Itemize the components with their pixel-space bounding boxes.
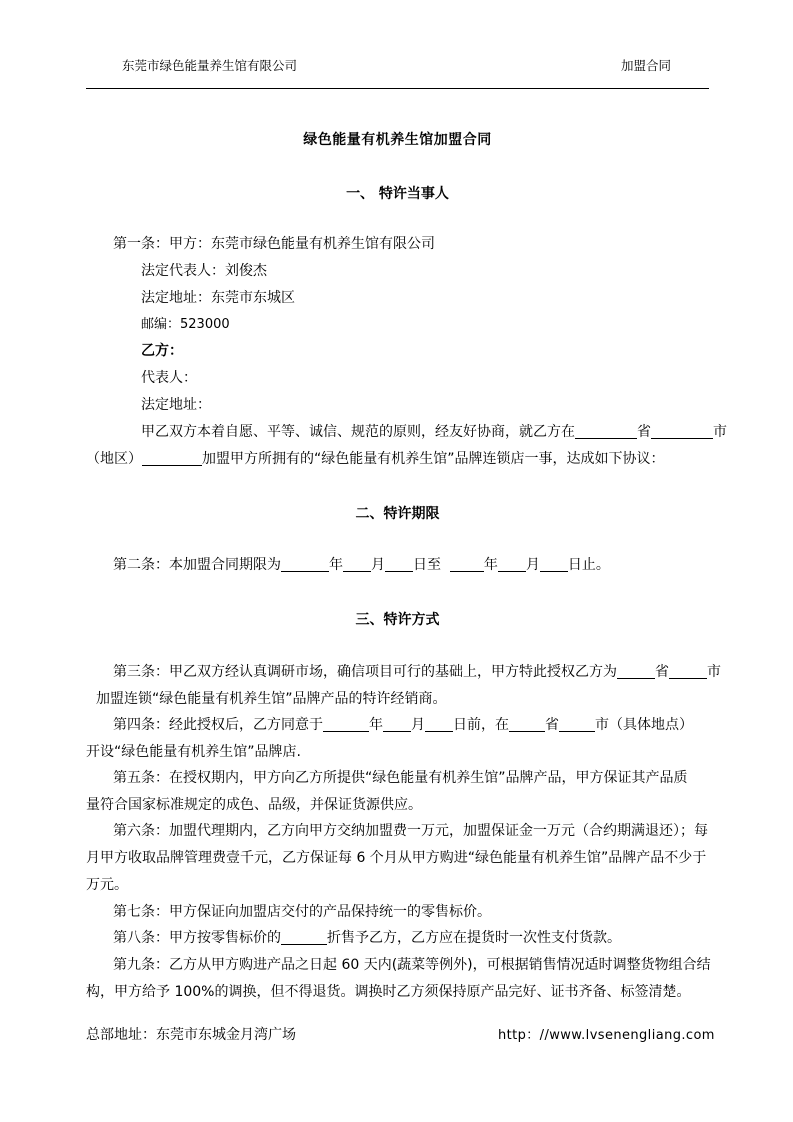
art8-text-a: 第八条：甲方按零售标价的 <box>113 930 281 946</box>
article-6-line-1: 第六条：加盟代理期内，乙方向甲方交纳加盟费一万元，加盟保证金一万元（合约期满退还）；每 <box>113 823 708 839</box>
footer-website-link[interactable]: http：//www.lvsenengliang.com <box>498 1028 715 1043</box>
start-year-blank[interactable] <box>281 557 329 572</box>
province-blank[interactable] <box>575 424 637 439</box>
article-5-line-2: 量符合国家标准规定的成色、品级，并保证货源供应。 <box>86 797 422 813</box>
section-heading-period: 二、特许期限 <box>355 506 440 522</box>
article-6-line-2: 月甲方收取品牌管理费壹千元，乙方保证每 6 个月从甲方购进“绿色能量有机养生馆”品牌产品不少于 <box>86 850 707 866</box>
end-day-blank[interactable] <box>540 557 568 572</box>
end-month-label: 月 <box>525 557 540 573</box>
art4-text: 第四条：经此授权后，乙方同意于 <box>113 717 323 733</box>
art3-city-label: 市 <box>707 664 721 680</box>
section-heading-method: 三、特许方式 <box>355 612 440 628</box>
district-blank[interactable] <box>142 451 202 466</box>
header-divider <box>86 88 709 89</box>
header-company: 东莞市绿色能量养生馆有限公司 <box>122 58 298 73</box>
end-year-blank[interactable] <box>450 557 484 572</box>
art8-text-b: 折售予乙方，乙方应在提货时一次性支付货款。 <box>327 930 621 946</box>
start-day-blank[interactable] <box>385 557 413 572</box>
party-a-representative: 法定代表人：刘俊杰 <box>141 263 267 279</box>
art3-province-blank[interactable] <box>617 664 655 679</box>
art4-month-blank[interactable] <box>383 717 411 732</box>
footer-address: 总部地址：东莞市东城金月湾广场 <box>86 1027 296 1043</box>
intro-text-e: 加盟甲方所拥有的“绿色能量有机养生馆”品牌连锁店一事，达成如下协议： <box>202 451 665 467</box>
month-label: 月 <box>371 557 385 573</box>
article-4-line-1 <box>113 716 693 734</box>
period-text: 第二条：本加盟合同期限为 <box>113 557 281 573</box>
day-to-label: 日至 <box>413 557 441 573</box>
article-3-line-1 <box>113 663 721 681</box>
start-month-blank[interactable] <box>343 557 371 572</box>
party-b-address: 法定地址： <box>141 397 211 413</box>
art3-text: 第三条：甲乙双方经认真调研市场，确信项目可行的基础上，甲方特此授权乙方为 <box>113 664 617 680</box>
art4-year-blank[interactable] <box>323 717 369 732</box>
party-b-label: 乙方： <box>141 343 183 359</box>
year-label: 年 <box>329 557 343 573</box>
intro-line-2 <box>86 450 665 468</box>
article-5-line-1: 第五条：在授权期内，甲方向乙方所提供“绿色能量有机养生馆”品牌产品，甲方保证其产品质 <box>113 770 688 786</box>
document-title: 绿色能量有机养生馆加盟合同 <box>303 132 492 148</box>
article-1-party-a: 第一条：甲方：东莞市绿色能量有机养生馆有限公司 <box>113 236 435 252</box>
article-4-line-2: 开设“绿色能量有机养生馆”品牌店. <box>86 744 301 760</box>
article-9-line-2: 构，甲方给予 100%的调换，但不得退货。调换时乙方须保持原产品完好、证书齐备、标签清楚。 <box>86 984 691 1000</box>
art4-city-blank[interactable] <box>559 717 595 732</box>
article-7: 第七条：甲方保证向加盟店交付的产品保持统一的零售标价。 <box>113 904 491 920</box>
article-6-line-3: 万元。 <box>86 877 128 893</box>
city-blank[interactable] <box>651 424 713 439</box>
end-month-blank[interactable] <box>498 557 526 572</box>
art8-discount-blank[interactable] <box>281 930 327 945</box>
section-heading-parties: 一、 特许当事人 <box>346 186 449 202</box>
art4-year-label: 年 <box>369 717 383 733</box>
end-day-label: 日止。 <box>567 557 610 573</box>
article-8 <box>113 929 621 947</box>
art4-month-label: 月 <box>411 717 425 733</box>
art3-city-blank[interactable] <box>669 664 707 679</box>
art4-day-blank[interactable] <box>425 717 453 732</box>
art4-province-label: 省 <box>545 717 559 733</box>
intro-text-b: 省 <box>637 424 651 440</box>
art3-province-label: 省 <box>655 664 669 680</box>
header-doc-type: 加盟合同 <box>621 58 672 73</box>
party-b-representative: 代表人： <box>141 370 197 386</box>
intro-line-1 <box>141 423 727 441</box>
party-a-address: 法定地址：东莞市东城区 <box>141 290 295 306</box>
intro-text-a: 甲乙双方本着自愿、平等、诚信、规范的原则，经友好协商，就乙方在 <box>141 424 575 440</box>
article-2-period <box>113 556 610 574</box>
article-9-line-1: 第九条：乙方从甲方购进产品之日起 60 天内(蔬菜等例外)，可根据销售情况适时调整货物组合结 <box>113 957 711 973</box>
intro-text-d: （地区） <box>86 451 142 467</box>
party-a-zip: 邮编：523000 <box>141 317 230 332</box>
intro-text-c: 市 <box>713 424 727 440</box>
article-3-line-2: 加盟连锁“绿色能量有机养生馆”品牌产品的特许经销商。 <box>96 691 447 707</box>
art4-location-label: 市（具体地点） <box>595 717 693 733</box>
art4-day-label: 日前，在 <box>453 717 509 733</box>
end-year-label: 年 <box>483 557 498 573</box>
art4-province-blank[interactable] <box>509 717 545 732</box>
